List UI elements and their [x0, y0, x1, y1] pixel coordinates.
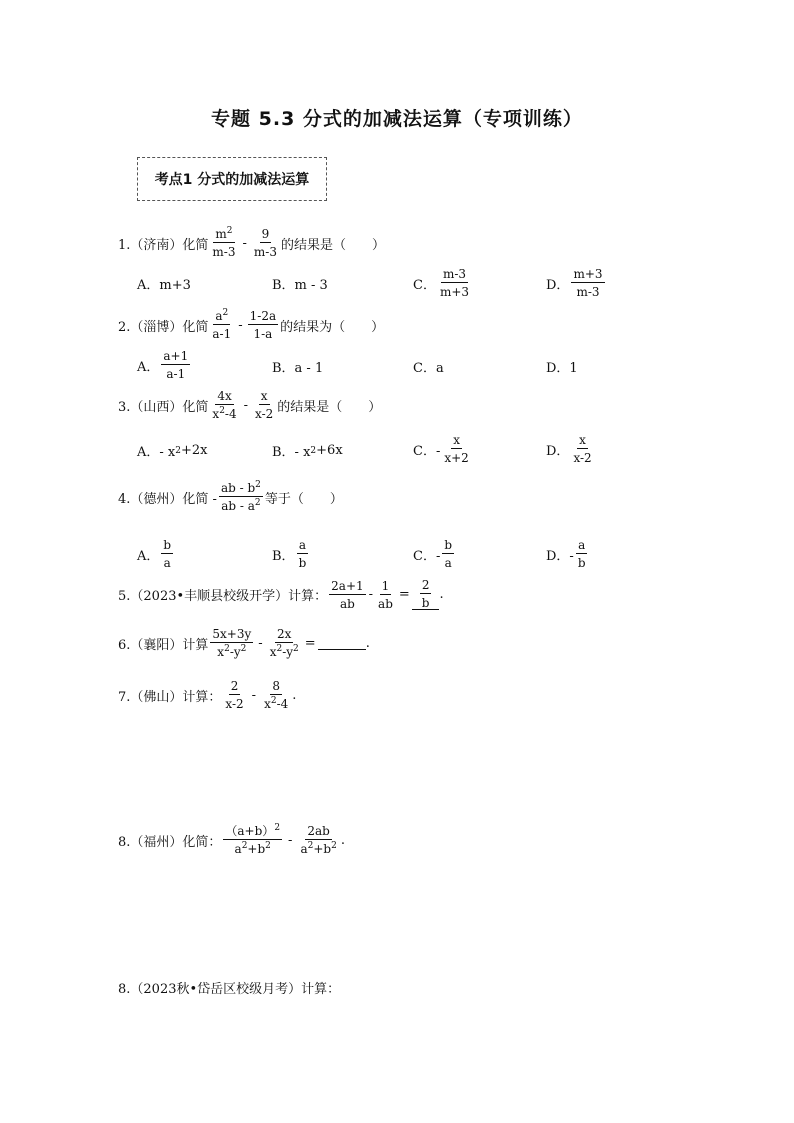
q4-option-c: C．- $\frac{b}{a}$: [413, 538, 453, 570]
question-6: 6.（襄阳）计算 $\frac{5x+3y}{x^2-y^2}$ - $\frac{2x}{x^2-y^2}$ = .: [118, 627, 370, 659]
section-box: [137, 157, 327, 201]
question-4: 4.（德州）化简 - $\frac{ab - b^2}{ab - a^2}$ 等于（ ）: [118, 480, 343, 513]
q4-option-b: B． $\frac{a}{b}$: [272, 538, 307, 570]
fraction: $\frac{m^2}{m-3}$: [212, 226, 236, 259]
section-label: 考点1 分式的加减法运算: [154, 172, 310, 188]
q3-option-d: D． $\frac{x}{x-2}$: [546, 433, 592, 465]
q1-option-d: D． $\frac{m+3}{m-3}$: [546, 267, 603, 299]
q4-option-a: A． $\frac{b}{a}$: [137, 538, 172, 570]
q1-option-c: C． $\frac{m-3}{m+3}$: [413, 267, 470, 299]
page-title: 专题 5.3 分式的加减法运算（专项训练）: [211, 108, 583, 130]
q3-option-b: B．- x 2 +6x: [272, 443, 343, 460]
answer-blank: $\frac{2}{b}$: [412, 579, 440, 610]
question-9: 8.（2023秋•岱岳区校级月考）计算：: [118, 982, 341, 997]
q2-option-a: A． $\frac{a+1}{a-1}$: [137, 349, 189, 381]
question-8: 8.（福州）化简： $\frac{(a+b)^2}{a^2+b^2}$ - $\frac{2ab}{a^2+b^2}$ .: [118, 823, 345, 856]
fraction: $\frac{9}{m-3}$: [253, 227, 277, 259]
q3-option-c: C．- $\frac{x}{x+2}$: [413, 433, 469, 465]
q2-option-c: C．a: [413, 361, 444, 376]
q1-option-a: A．m+3: [137, 278, 191, 293]
question-3: 3.（山西）化简 $\frac{4x}{x^2-4}$ - $\frac{x}{x-2}$ 的结果是（ ）: [118, 389, 382, 421]
question-1: 1.（济南）化简 $\frac{m^2}{m-3}$ - $\frac{9}{m-3}$ 的结果是（ ）: [118, 226, 385, 259]
q4-option-d: D．- $\frac{a}{b}$: [546, 538, 586, 570]
q2-option-b: B．a - 1: [272, 361, 324, 376]
q3-option-a: A．- x 2 +2x: [137, 443, 208, 460]
question-7: 7.（佛山）计算： $\frac{2}{x-2}$ - $\frac{8}{x^2-4}$ .: [118, 679, 297, 711]
answer-blank: [318, 637, 366, 650]
q1-option-b: B．m - 3: [272, 278, 328, 293]
q2-option-d: D．1: [546, 361, 578, 376]
question-2: 2.（淄博）化简 $\frac{a^2}{a-1}$ - $\frac{1-2a}{1-a}$ 的结果为（ ）: [118, 308, 385, 341]
question-5: 5.（2023•丰顺县校级开学）计算： $\frac{2a+1}{ab}$ - $\frac{1}{ab}$ = $\frac{2}{b}$ .: [118, 578, 444, 611]
